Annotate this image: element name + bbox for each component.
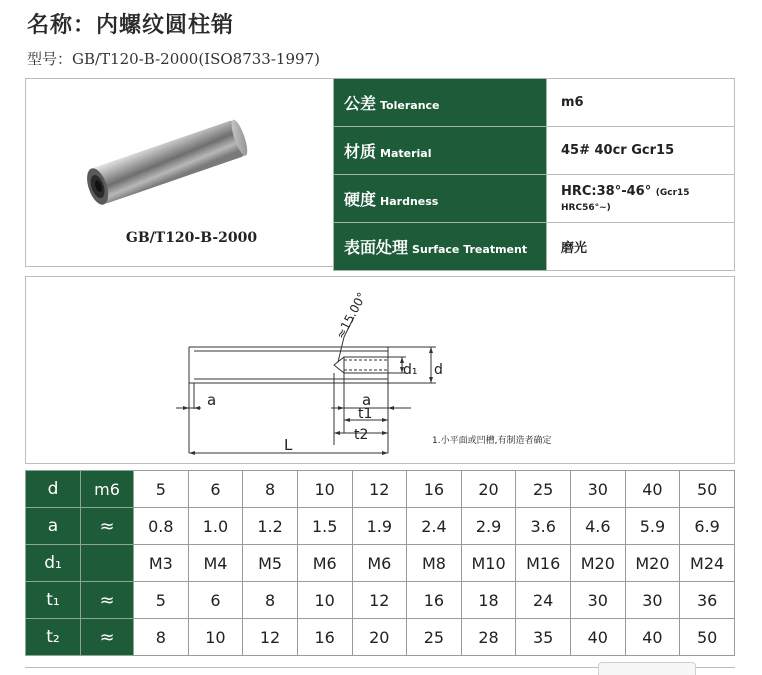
table-cell: M6 — [297, 545, 352, 582]
property-value — [547, 223, 735, 271]
property-name-cn: 公差 — [344, 94, 377, 113]
model-line — [27, 48, 320, 69]
arrowhead — [388, 406, 394, 410]
row-symbol: t₂ — [26, 619, 81, 656]
arrowhead — [382, 431, 388, 435]
property-value-text: 磨光 — [561, 241, 588, 256]
row-symbol: d — [26, 471, 81, 508]
table-cell: 28 — [461, 619, 516, 656]
property-name-cn: 表面处理 — [344, 238, 409, 257]
property-row — [334, 127, 735, 175]
table-cell: 30 — [625, 582, 680, 619]
table-cell: 20 — [461, 471, 516, 508]
property-row — [334, 175, 735, 223]
arrowhead — [338, 406, 344, 410]
table-row — [26, 508, 735, 545]
table-row — [26, 545, 735, 582]
technical-drawing — [25, 276, 735, 464]
table-cell: 8 — [243, 582, 298, 619]
arrowhead — [344, 418, 350, 422]
t1-label: t1 — [358, 406, 373, 422]
property-name-en: Material — [380, 147, 432, 160]
a-left-label: a — [207, 391, 217, 409]
pin-left-chamfer — [189, 347, 194, 383]
table-cell: 10 — [188, 619, 243, 656]
row-symbol: a — [26, 508, 81, 545]
table-cell: 4.6 — [571, 508, 626, 545]
arrowhead — [183, 406, 189, 410]
property-value-text: m6 — [561, 95, 584, 110]
table-cell: 12 — [352, 582, 407, 619]
table-cell: 30 — [571, 471, 626, 508]
property-value-text: HRC:38°-46° — [561, 183, 652, 199]
table-cell: 18 — [461, 582, 516, 619]
row-qualifier: ≈ — [81, 508, 134, 545]
property-key — [334, 79, 547, 127]
t2-label: t2 — [354, 427, 369, 443]
arrowhead — [429, 347, 433, 353]
bottom-tab — [598, 662, 696, 675]
table-cell: 8 — [134, 619, 189, 656]
dimension-table — [25, 470, 735, 656]
photo-caption: GB/T120-B-2000 — [125, 230, 258, 246]
table-cell: 40 — [625, 619, 680, 656]
table-cell: 50 — [680, 619, 735, 656]
arrowhead — [382, 418, 388, 422]
row-qualifier — [81, 545, 134, 582]
property-name-en: Tolerance — [380, 99, 440, 112]
table-cell: 6 — [188, 471, 243, 508]
property-key — [334, 223, 547, 271]
table-cell: 3.6 — [516, 508, 571, 545]
property-value-text: 45# 40cr Gcr15 — [561, 143, 675, 158]
table-cell: 1.0 — [188, 508, 243, 545]
table-cell: 5 — [134, 582, 189, 619]
arrowhead — [194, 406, 200, 410]
table-cell: M3 — [134, 545, 189, 582]
table-cell: 1.9 — [352, 508, 407, 545]
a-right-label: a — [362, 391, 372, 409]
table-cell: 0.8 — [134, 508, 189, 545]
arrowhead — [429, 377, 433, 383]
table-cell: M4 — [188, 545, 243, 582]
table-row — [26, 471, 735, 508]
table-cell: 30 — [571, 582, 626, 619]
arrowhead — [382, 451, 388, 455]
row-qualifier: m6 — [81, 471, 134, 508]
properties-table — [333, 78, 735, 271]
table-cell: 35 — [516, 619, 571, 656]
table-cell: M6 — [352, 545, 407, 582]
table-cell: M20 — [625, 545, 680, 582]
table-row — [26, 619, 735, 656]
angle-label: ≈15.00° — [333, 290, 370, 342]
property-value — [547, 79, 735, 127]
table-cell: M10 — [461, 545, 516, 582]
row-qualifier: ≈ — [81, 582, 134, 619]
table-cell: 16 — [297, 619, 352, 656]
thread-hole — [344, 357, 388, 373]
property-name-en: Hardness — [380, 195, 439, 208]
table-cell: 12 — [352, 471, 407, 508]
row-symbol: t₁ — [26, 582, 81, 619]
table-cell: M8 — [407, 545, 462, 582]
property-value — [547, 127, 735, 175]
property-value-note: (Gcr15 HRC56°~) — [561, 187, 690, 213]
drawing-note: 1.小平面或凹槽,有制造者确定 — [432, 436, 552, 446]
table-cell: M16 — [516, 545, 571, 582]
table-cell: M24 — [680, 545, 735, 582]
table-cell: 12 — [243, 619, 298, 656]
model-label: 型号： — [27, 50, 73, 68]
property-name-cn: 硬度 — [344, 190, 377, 209]
table-cell: 10 — [297, 471, 352, 508]
d1-label: d₁ — [403, 362, 418, 378]
arrowhead — [189, 451, 195, 455]
table-cell: 1.2 — [243, 508, 298, 545]
table-cell: 40 — [625, 471, 680, 508]
d-label: d — [434, 362, 443, 378]
table-cell: 16 — [407, 582, 462, 619]
table-cell: 6 — [188, 582, 243, 619]
property-value — [547, 175, 735, 223]
table-cell: 25 — [516, 471, 571, 508]
table-cell: 20 — [352, 619, 407, 656]
table-cell: 5.9 — [625, 508, 680, 545]
property-key — [334, 175, 547, 223]
table-cell: 24 — [516, 582, 571, 619]
table-cell: 2.4 — [407, 508, 462, 545]
technical-drawing-svg — [26, 277, 736, 465]
table-cell: 10 — [297, 582, 352, 619]
property-row — [334, 223, 735, 271]
table-cell: 5 — [134, 471, 189, 508]
row-symbol: d₁ — [26, 545, 81, 582]
table-cell: 2.9 — [461, 508, 516, 545]
table-cell: 1.5 — [297, 508, 352, 545]
arrowhead — [334, 431, 340, 435]
table-cell: 8 — [243, 471, 298, 508]
table-cell: 6.9 — [680, 508, 735, 545]
L-label: L — [284, 436, 293, 454]
table-cell: 50 — [680, 471, 735, 508]
page-title: 名称：内螺纹圆柱销 — [27, 13, 235, 38]
property-key — [334, 127, 547, 175]
property-row — [334, 79, 735, 127]
table-cell: 16 — [407, 471, 462, 508]
property-name-cn: 材质 — [344, 142, 377, 161]
table-cell: 25 — [407, 619, 462, 656]
model-value: GB/T120-B-2000(ISO8733-1997) — [72, 50, 320, 68]
table-row — [26, 582, 735, 619]
table-cell: 36 — [680, 582, 735, 619]
dowel-pin-image — [66, 99, 266, 229]
product-photo — [25, 78, 358, 267]
table-cell: M20 — [571, 545, 626, 582]
table-cell: M5 — [243, 545, 298, 582]
row-qualifier: ≈ — [81, 619, 134, 656]
table-cell: 40 — [571, 619, 626, 656]
property-name-en: Surface Treatment — [412, 243, 528, 256]
